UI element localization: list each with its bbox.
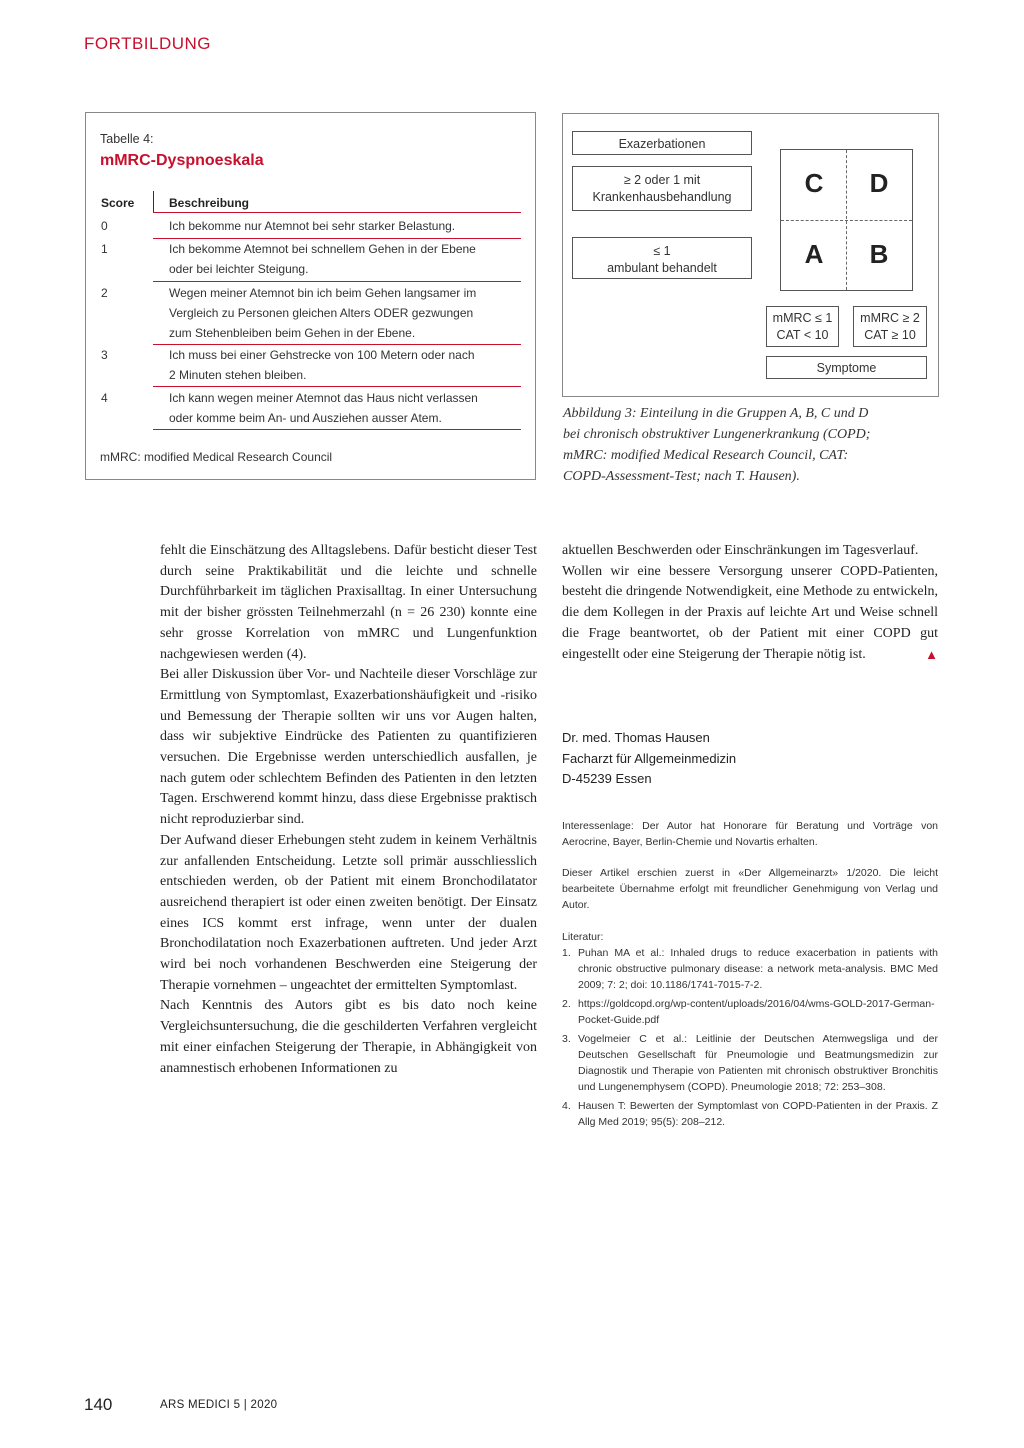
- references-heading: Literatur:: [562, 931, 604, 943]
- table-row-description: Ich bekomme nur Atemnot bei sehr starker Belastung.: [169, 219, 456, 233]
- table-rule: [153, 386, 521, 387]
- reference-item: 1. Puhan MA et al.: Inhaled drugs to reduce exacerbation in patients with chronic obstructive pulmonary disease: a network meta-analysis. BMC Med 2009; 7: 2; doi: 10.1186/1741-7015-7-2.: [562, 947, 938, 991]
- paragraph: Der Aufwand dieser Erhebungen steht zudem in keinem Verhältnis zur anfallenden Entscheidung. Letzte soll primär ausschliesslich entschieden werden, ob der Patient mit einem Bronchodilatator ausreichend therapiert ist oder einen zweiten benötigt. Der Einsatz eines ICS kommt erst infrage, wenn unter der dualen Bronchodilatation noch Exazerbationen auftreten. Und jeder Arzt wird bei noch vorhandenen Beschwerden eine Steigerung der Therapie vornehmen – ungeachtet der ermittelten Symptomlast.: [160, 832, 537, 993]
- conflict-of-interest: Interessenlage: Der Autor hat Honorare für Beratung und Vorträge von Aerocrine, Bayer, Berlin-Chemie und Novartis erhalten.: [562, 820, 938, 848]
- paragraph: aktuellen Beschwerden oder Einschränkungen im Tagesverlauf.: [562, 543, 919, 558]
- paragraph: Bei aller Diskussion über Vor- und Nachteile dieser Vorschläge zur Ermittlung von Symptomlast, Exazerbationshäufigkeit und -risiko und Bemessung der Therapie sollten wir uns vor Augen halten, dass wir subjektive Eindrücke des Patienten zu quantifizieren versuchen. Die Ergebnisse werden unterschiedlich ausfallen, je nach gutem oder schlechtem Befinden des Patienten in den letzten Tagen. Erschwerend kommt hinzu, dass diese Ergebnisse praktisch nicht reproduzierbar sind.: [160, 667, 537, 828]
- low-symptom-box: mMRC ≤ 1 CAT < 10: [766, 306, 839, 347]
- group-a-label: A: [804, 239, 824, 269]
- group-c-label: C: [804, 168, 824, 198]
- reference-item: 2. https://goldcopd.org/wp-content/uploads/2016/04/wms-GOLD-2017-German-Pocket-Guide.pdf: [562, 998, 935, 1026]
- table-row-description: Wegen meiner Atemnot bin ich beim Gehen langsamer im Vergleich zu Personen gleichen Alters ODER gezwungen zum Stehenbleiben beim Gehen in der Ebene.: [169, 286, 477, 340]
- table-title: mMRC-Dyspnoeskala: [100, 152, 264, 169]
- table-row-score: 4: [101, 391, 108, 405]
- table-caption: Tabelle 4:: [100, 132, 154, 146]
- group-d-label: D: [869, 168, 889, 198]
- body-column-left: [160, 541, 537, 1079]
- paragraph: fehlt die Einschätzung des Alltagslebens. Dafür besticht dieser Test durch seine Praktikabilität und die leichte und schnelle Durchführbarkeit im täglichen Praxisalltag. In einer Untersuchung mit der bisher grössten Teilnehmerzahl (n = 26 230) konnte eine sehr grosse Korrelation von mMRC und Lungenfunktion nachgewiesen werden (4).: [160, 543, 537, 662]
- column-header-description: Beschreibung: [169, 196, 250, 210]
- paragraph: Wollen wir eine bessere Versorgung unserer COPD-Patienten, besteht die dringende Notwendigkeit, eine Methode zu entwickeln, die dem Kollegen in der Praxis auf leichte Art und Weise schnell die Frage beantwortet, ob der Patient mit einer COPD gut eingestellt oder eine Steigerung der Therapie nötig ist. ▲: [562, 562, 938, 666]
- table-rule: [153, 429, 521, 430]
- table-row-score: 2: [101, 286, 108, 300]
- reprint-note: Dieser Artikel erschien zuerst in «Der Allgemeinarzt» 1/2020. Die leicht bearbeitete Übernahme erfolgt mit freundlicher Genehmigung von Verlag und Autor.: [562, 867, 938, 911]
- reference-item: 3. Vogelmeier C et al.: Leitlinie der Deutschen Atemwegsliga und der Deutschen Gesellschaft für Pneumologie und Beatmungsmedizin zur Diagnostik und Therapie von Patienten mit chronisch obstruktiver Bronchitis und Lungenemphysem (COPD). Pneumologie 2018; 72: 253–308.: [562, 1033, 938, 1093]
- page-number: 140: [84, 1395, 113, 1414]
- author-block: [562, 728, 736, 790]
- end-of-article-icon: ▲: [925, 646, 938, 662]
- table-row-score: 0: [101, 219, 108, 233]
- table-row-description: Ich kann wegen meiner Atemnot das Haus nicht verlassen oder komme beim An- und Ausziehen ausser Atem.: [169, 391, 478, 425]
- paragraph: Nach Kenntnis des Autors gibt es bis dato noch keine Vergleichsuntersuchung, die die geschilderten Verfahren vergleicht mit einer einfachen Steigerung der Therapie, in Abhängigkeit von anamnestisch erhobenen Informationen zu: [160, 998, 537, 1076]
- author-city: D-45239 Essen: [562, 771, 652, 786]
- column-header-score: Score: [101, 196, 135, 210]
- section-label: FORTBILDUNG: [84, 34, 212, 53]
- author-title: Facharzt für Allgemeinmedizin: [562, 750, 737, 766]
- references: [562, 929, 938, 1133]
- table-row-score: 3: [101, 348, 108, 362]
- high-exacerbation-box: ≥ 2 oder 1 mit Krankenhausbehandlung: [572, 166, 752, 211]
- table-row-score: 1: [101, 242, 108, 256]
- table-footnote: mMRC: modified Medical Research Council: [100, 450, 333, 464]
- table-row-description: Ich bekomme Atemnot bei schnellem Gehen in der Ebene oder bei leichter Steigung.: [169, 242, 476, 276]
- table-row-description: Ich muss bei einer Gehstrecke von 100 Metern oder nach 2 Minuten stehen bleiben.: [169, 348, 475, 382]
- exacerbations-label: Exazerbationen: [572, 131, 752, 155]
- group-b-label: B: [869, 239, 889, 269]
- table-rule: [153, 281, 521, 282]
- high-symptom-box: mMRC ≥ 2 CAT ≥ 10: [853, 306, 927, 347]
- low-exacerbation-box: ≤ 1 ambulant behandelt: [572, 237, 752, 279]
- journal-name: ARS MEDICI 5 | 2020: [160, 1399, 278, 1411]
- table-divider: [153, 191, 154, 213]
- table-rule: [153, 212, 521, 213]
- author-name: Dr. med. Thomas Hausen: [562, 730, 710, 745]
- reference-item: 4. Hausen T: Bewerten der Symptomlast von COPD-Patienten in der Praxis. Z Allg Med 2019; 95(5): 208–212.: [562, 1100, 938, 1128]
- figure-caption: Abbildung 3: Einteilung in die Gruppen A, B, C und D bei chronisch obstruktiver Lungenerkrankung (COPD; mMRC: modified Medical Research Council, CAT: COPD-Assessment-Test; nach T. Hausen).: [563, 406, 871, 484]
- body-column-right: [562, 541, 938, 665]
- symptoms-label: Symptome: [766, 356, 927, 379]
